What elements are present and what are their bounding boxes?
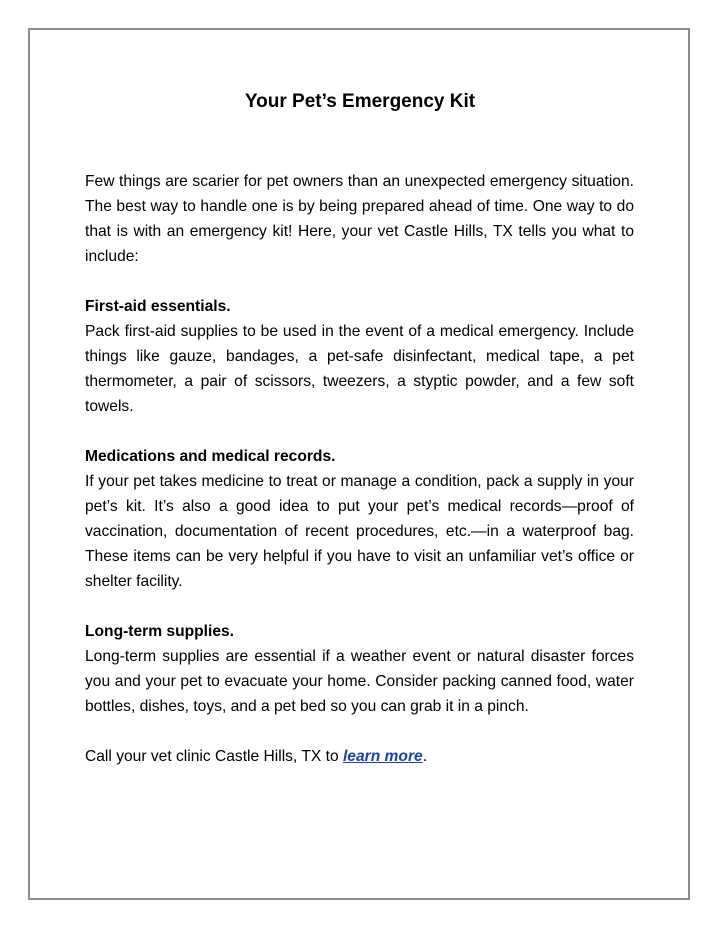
closing-prefix: Call your vet clinic Castle Hills, TX to [85,748,343,765]
section-heading: Long-term supplies. [85,623,235,640]
closing-suffix: . [422,748,428,765]
section-body: Long-term supplies are essential if a weather event or natural disaster forces you and your pet to evacuate your home. Consider packing canned food, water bottles, dishes, toys, and a pet bed so you can grab it in a pinch. [85,648,634,715]
section-first-aid [85,294,634,419]
page-title: Your Pet’s Emergency Kit [244,91,476,112]
learn-more-link[interactable]: learn more [342,748,423,765]
section-body: If your pet takes medicine to treat or manage a condition, pack a supply in your pet’s kit. It’s also a good idea to put your pet’s medical records—proof of vaccination, documentation of recent procedures, etc.—in a waterproof bag. These items can be very helpful if you have to visit an unfamiliar vet’s office or shelter facility. [85,473,634,590]
section-heading: Medications and medical records. [85,448,336,465]
section-long-term [85,619,634,719]
closing-line [85,744,634,769]
document-body [85,169,634,769]
intro-paragraph: Few things are scarier for pet owners than an unexpected emergency situation. The best way to handle one is by being prepared ahead of time. One way to do that is with an emergency kit! Here, your vet Castle Hills, TX tells you what to include: [85,173,634,265]
section-heading: First-aid essentials. [85,298,231,315]
section-body: Pack first-aid supplies to be used in the event of a medical emergency. Include things like gauze, bandages, a pet-safe disinfectant, medical tape, a pet thermometer, a pair of scissors, tweezers, a styptic powder, and a few soft towels. [85,323,634,415]
section-medications [85,444,634,594]
